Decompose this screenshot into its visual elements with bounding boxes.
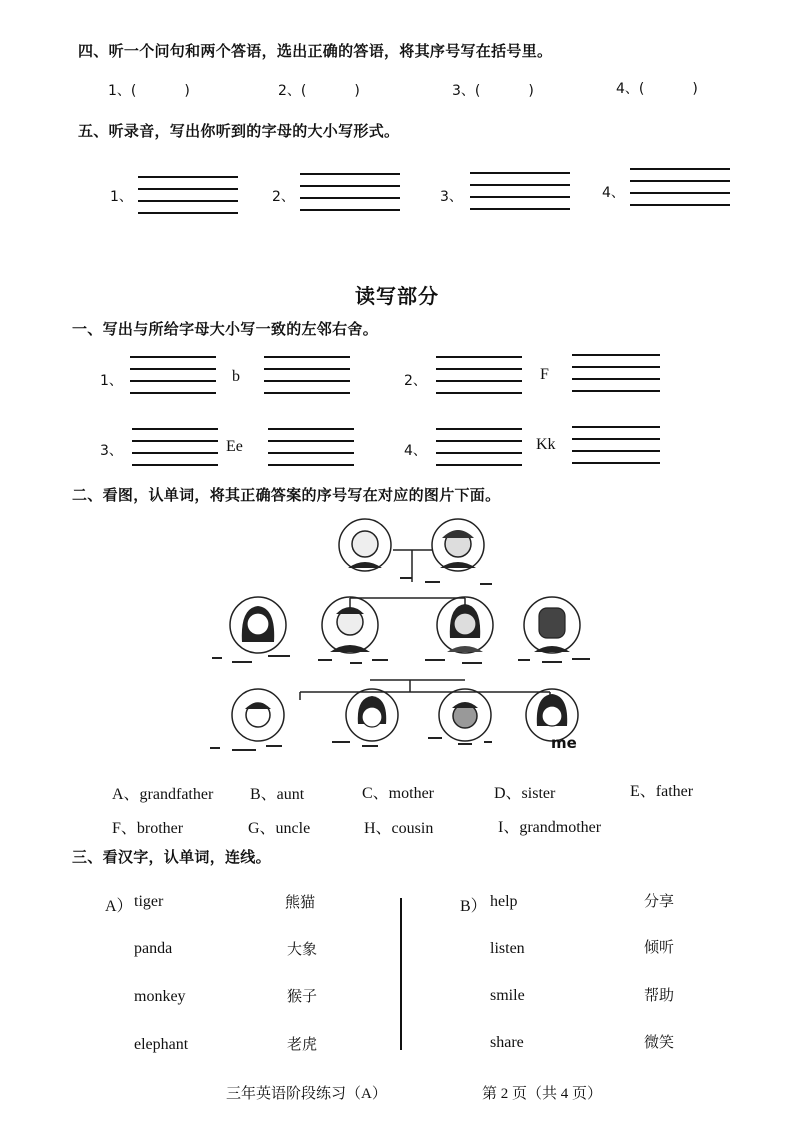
q4-item-2[interactable] — [278, 80, 360, 100]
group-b-english-3[interactable]: smile — [490, 987, 525, 1004]
rq1-left-lines-4[interactable] — [436, 428, 522, 468]
option-h: H、cousin — [364, 820, 434, 837]
q5-num-3: 3、 — [440, 189, 463, 205]
group-a-chinese-2[interactable]: 大象 — [287, 940, 318, 958]
footer-page-number: 第 2 页（共 4 页） — [482, 1086, 603, 1102]
group-a-english-2[interactable]: panda — [134, 940, 173, 957]
option-d: D、sister — [494, 785, 556, 802]
rq1-num-3: 3、 — [100, 443, 123, 459]
group-b-label: B） — [460, 898, 487, 915]
q5-writing-lines-4[interactable] — [630, 168, 730, 208]
question-4-title: 四、听一个问句和两个答语，选出正确的答语，将其序号写在括号里。 — [78, 42, 553, 60]
group-a-english-1[interactable]: tiger — [134, 893, 164, 910]
group-a-chinese-4[interactable]: 老虎 — [287, 1035, 318, 1053]
q4-item-label: 1、( — [108, 83, 137, 99]
q4-item-1[interactable] — [108, 80, 190, 100]
option-b: B、aunt — [250, 786, 305, 803]
reading-question-3-title: 三、看汉字，认单词，连线。 — [72, 848, 271, 866]
group-b-chinese-1[interactable]: 分享 — [644, 892, 675, 910]
q5-writing-lines-2[interactable] — [300, 173, 400, 213]
q5-num-1: 1、 — [110, 189, 133, 205]
q4-paren-close: ) — [184, 83, 190, 99]
rq1-num-2: 2、 — [404, 373, 427, 389]
group-b-chinese-2[interactable]: 倾听 — [644, 938, 675, 956]
rq1-left-lines-1[interactable] — [130, 356, 216, 396]
option-e: E、father — [630, 783, 694, 800]
group-a-english-3[interactable]: monkey — [134, 988, 186, 1005]
q4-item-label: 4、( — [616, 81, 645, 97]
reading-writing-section-title: 读写部分 — [355, 284, 439, 308]
q4-item-4[interactable] — [616, 78, 698, 98]
cousin-portrait — [439, 689, 491, 741]
q4-item-label: 3、( — [452, 83, 481, 99]
footer-exam-title: 三年英语阶段练习（A） — [226, 1086, 387, 1102]
rq1-right-lines-2[interactable] — [572, 354, 660, 394]
group-b-chinese-4[interactable]: 微笑 — [644, 1033, 675, 1051]
sister-portrait — [346, 689, 398, 741]
group-a-label: A） — [105, 898, 133, 915]
option-i: I、grandmother — [498, 819, 602, 836]
rq1-right-lines-4[interactable] — [572, 426, 660, 466]
q4-item-3[interactable] — [452, 80, 534, 100]
rq1-letter-2: F — [540, 366, 549, 383]
group-b-english-4[interactable]: share — [490, 1034, 524, 1051]
grandfather-portrait — [339, 519, 391, 571]
family-tree-illustration — [200, 510, 620, 760]
q4-paren-close: ) — [354, 83, 360, 99]
rq1-letter-3: Ee — [226, 438, 243, 455]
option-g: G、uncle — [248, 820, 311, 837]
group-b-english-2[interactable]: listen — [490, 940, 525, 957]
uncle-portrait — [524, 597, 580, 653]
group-b-english-1[interactable]: help — [490, 893, 518, 910]
question-5-title: 五、听录音，写出你听到的字母的大小写形式。 — [78, 122, 400, 140]
rq1-letter-4: Kk — [536, 436, 556, 453]
q4-paren-close: ) — [692, 81, 698, 97]
option-a: A、grandfather — [112, 786, 214, 803]
grandmother-portrait — [432, 519, 484, 571]
q5-writing-lines-3[interactable] — [470, 172, 570, 212]
group-a-english-4[interactable]: elephant — [134, 1036, 189, 1053]
q4-paren-close: ) — [528, 83, 534, 99]
aunt-portrait — [230, 597, 286, 653]
group-a-chinese-3[interactable]: 猴子 — [287, 987, 318, 1005]
me-label: me — [551, 734, 577, 752]
rq1-num-4: 4、 — [404, 443, 427, 459]
rq1-right-lines-3[interactable] — [268, 428, 354, 468]
rq1-num-1: 1、 — [100, 373, 123, 389]
group-b-chinese-3[interactable]: 帮助 — [644, 986, 675, 1004]
q5-num-4: 4、 — [602, 185, 625, 201]
q4-item-label: 2、( — [278, 83, 307, 99]
option-c: C、mother — [362, 785, 434, 802]
reading-question-2-title: 二、看图，认单词，将其正确答案的序号写在对应的图片下面。 — [72, 486, 501, 504]
column-divider — [400, 898, 402, 1050]
rq1-left-lines-3[interactable] — [132, 428, 218, 468]
q5-num-2: 2、 — [272, 189, 295, 205]
q5-writing-lines-1[interactable] — [138, 176, 238, 216]
group-a-chinese-1[interactable]: 熊猫 — [285, 893, 316, 911]
rq1-right-lines-1[interactable] — [264, 356, 350, 396]
rq1-letter-1: b — [232, 368, 240, 385]
rq1-left-lines-2[interactable] — [436, 356, 522, 396]
reading-question-1-title: 一、写出与所给字母大小写一致的左邻右舍。 — [72, 320, 379, 338]
brother-portrait — [232, 689, 284, 741]
option-f: F、brother — [112, 820, 184, 837]
mother-portrait — [437, 597, 493, 653]
